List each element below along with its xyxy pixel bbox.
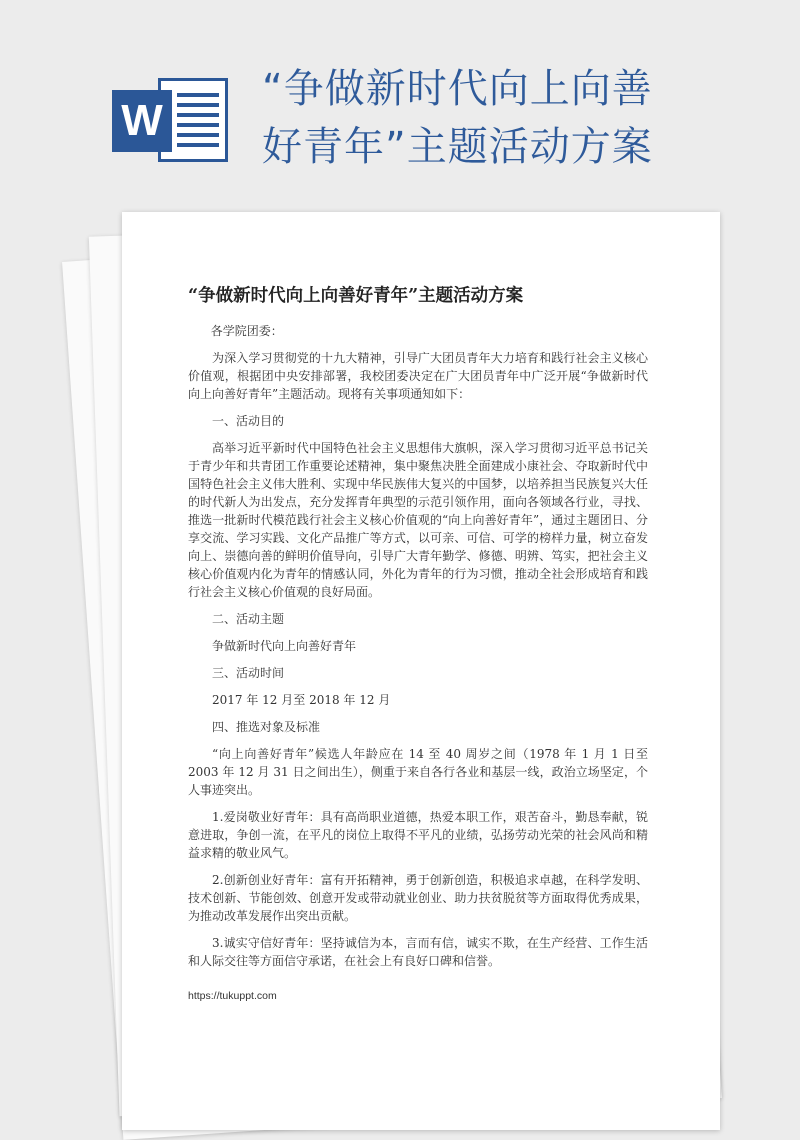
section-heading-purpose: 一、活动目的 xyxy=(212,414,285,428)
criteria-item-2: 2.创新创业好青年：富有开拓精神，勇于创新创造，积极追求卓越，在科学发明、技术创新、节能创效、创意开发或带动就业创业、助力扶贫脱贫等方面取得优秀成果，为推动改革发展作出突出贡献。 xyxy=(188,873,648,923)
banner-title: “争做新时代向上向善好青年”主题活动方案 xyxy=(262,66,653,170)
document-body xyxy=(188,322,648,979)
word-document-icon xyxy=(112,72,232,168)
section-heading-theme: 二、活动主题 xyxy=(212,612,285,626)
source-link[interactable]: https://tukuppt.com xyxy=(188,990,277,1002)
theme-paragraph: 争做新时代向上向善好青年 xyxy=(212,639,357,653)
word-logo-letter: W xyxy=(112,90,172,152)
criteria-paragraph: “向上向善好青年”候选人年龄应在 14 至 40 周岁之间（1978 年 1 月 1 日至 2003 年 12 月 31 日之间出生），侧重于来自各行各业和基层一线，政治立场坚定，个人事迹突出。 xyxy=(188,747,648,797)
salutation: 各学院团委： xyxy=(210,324,283,338)
purpose-paragraph: 高举习近平新时代中国特色社会主义思想伟大旗帜，深入学习贯彻习近平总书记关于青少年和共青团工作重要论述精神，集中聚焦决胜全面建成小康社会、夺取新时代中国特色社会主义伟大胜利、实现中华民族伟大复兴的中国梦，以培养担当民族复兴大任的时代新人为出发点，充分发挥青年典型的示范引领作用，面向各领域各行业，寻找、推选一批新时代模范践行社会主义核心价值观的“向上向善好青年”，通过主题团日、分享交流、学习实践、文化产品推广等方式，以可亲、可信、可学的榜样力量，树立奋发向上、崇德向善的鲜明价值导向，引导广大青年勤学、修德、明辨、笃实，把社会主义核心价值观内化为青年的情感认同，外化为青年的行为习惯，推动全社会形成培育和践行社会主义核心价值观的良好局面。 xyxy=(188,441,648,599)
document-title: “争做新时代向上向善好青年”主题活动方案 xyxy=(188,286,524,306)
time-paragraph: 2017 年 12 月至 2018 年 12 月 xyxy=(212,693,391,707)
criteria-item-1: 1.爱岗敬业好青年：具有高尚职业道德，热爱本职工作，艰苦奋斗，勤恳奉献，锐意进取，争创一流，在平凡的岗位上取得不平凡的业绩，弘扬劳动光荣的社会风尚和精益求精的敬业风气。 xyxy=(188,810,648,860)
intro-paragraph: 为深入学习贯彻党的十九大精神，引导广大团员青年大力培育和践行社会主义核心价值观，根据团中央安排部署，我校团委决定在广大团员青年中广泛开展“争做新时代向上向善好青年”主题活动。现将有关事项通知如下： xyxy=(188,351,648,401)
section-heading-time: 三、活动时间 xyxy=(212,666,285,680)
criteria-item-3: 3.诚实守信好青年：坚持诚信为本，言而有信，诚实不欺，在生产经营、工作生活和人际交往等方面信守承诺，在社会上有良好口碑和信誉。 xyxy=(188,936,648,968)
banner xyxy=(0,0,800,210)
section-heading-criteria: 四、推选对象及标准 xyxy=(212,720,321,734)
document-page xyxy=(122,212,720,1130)
